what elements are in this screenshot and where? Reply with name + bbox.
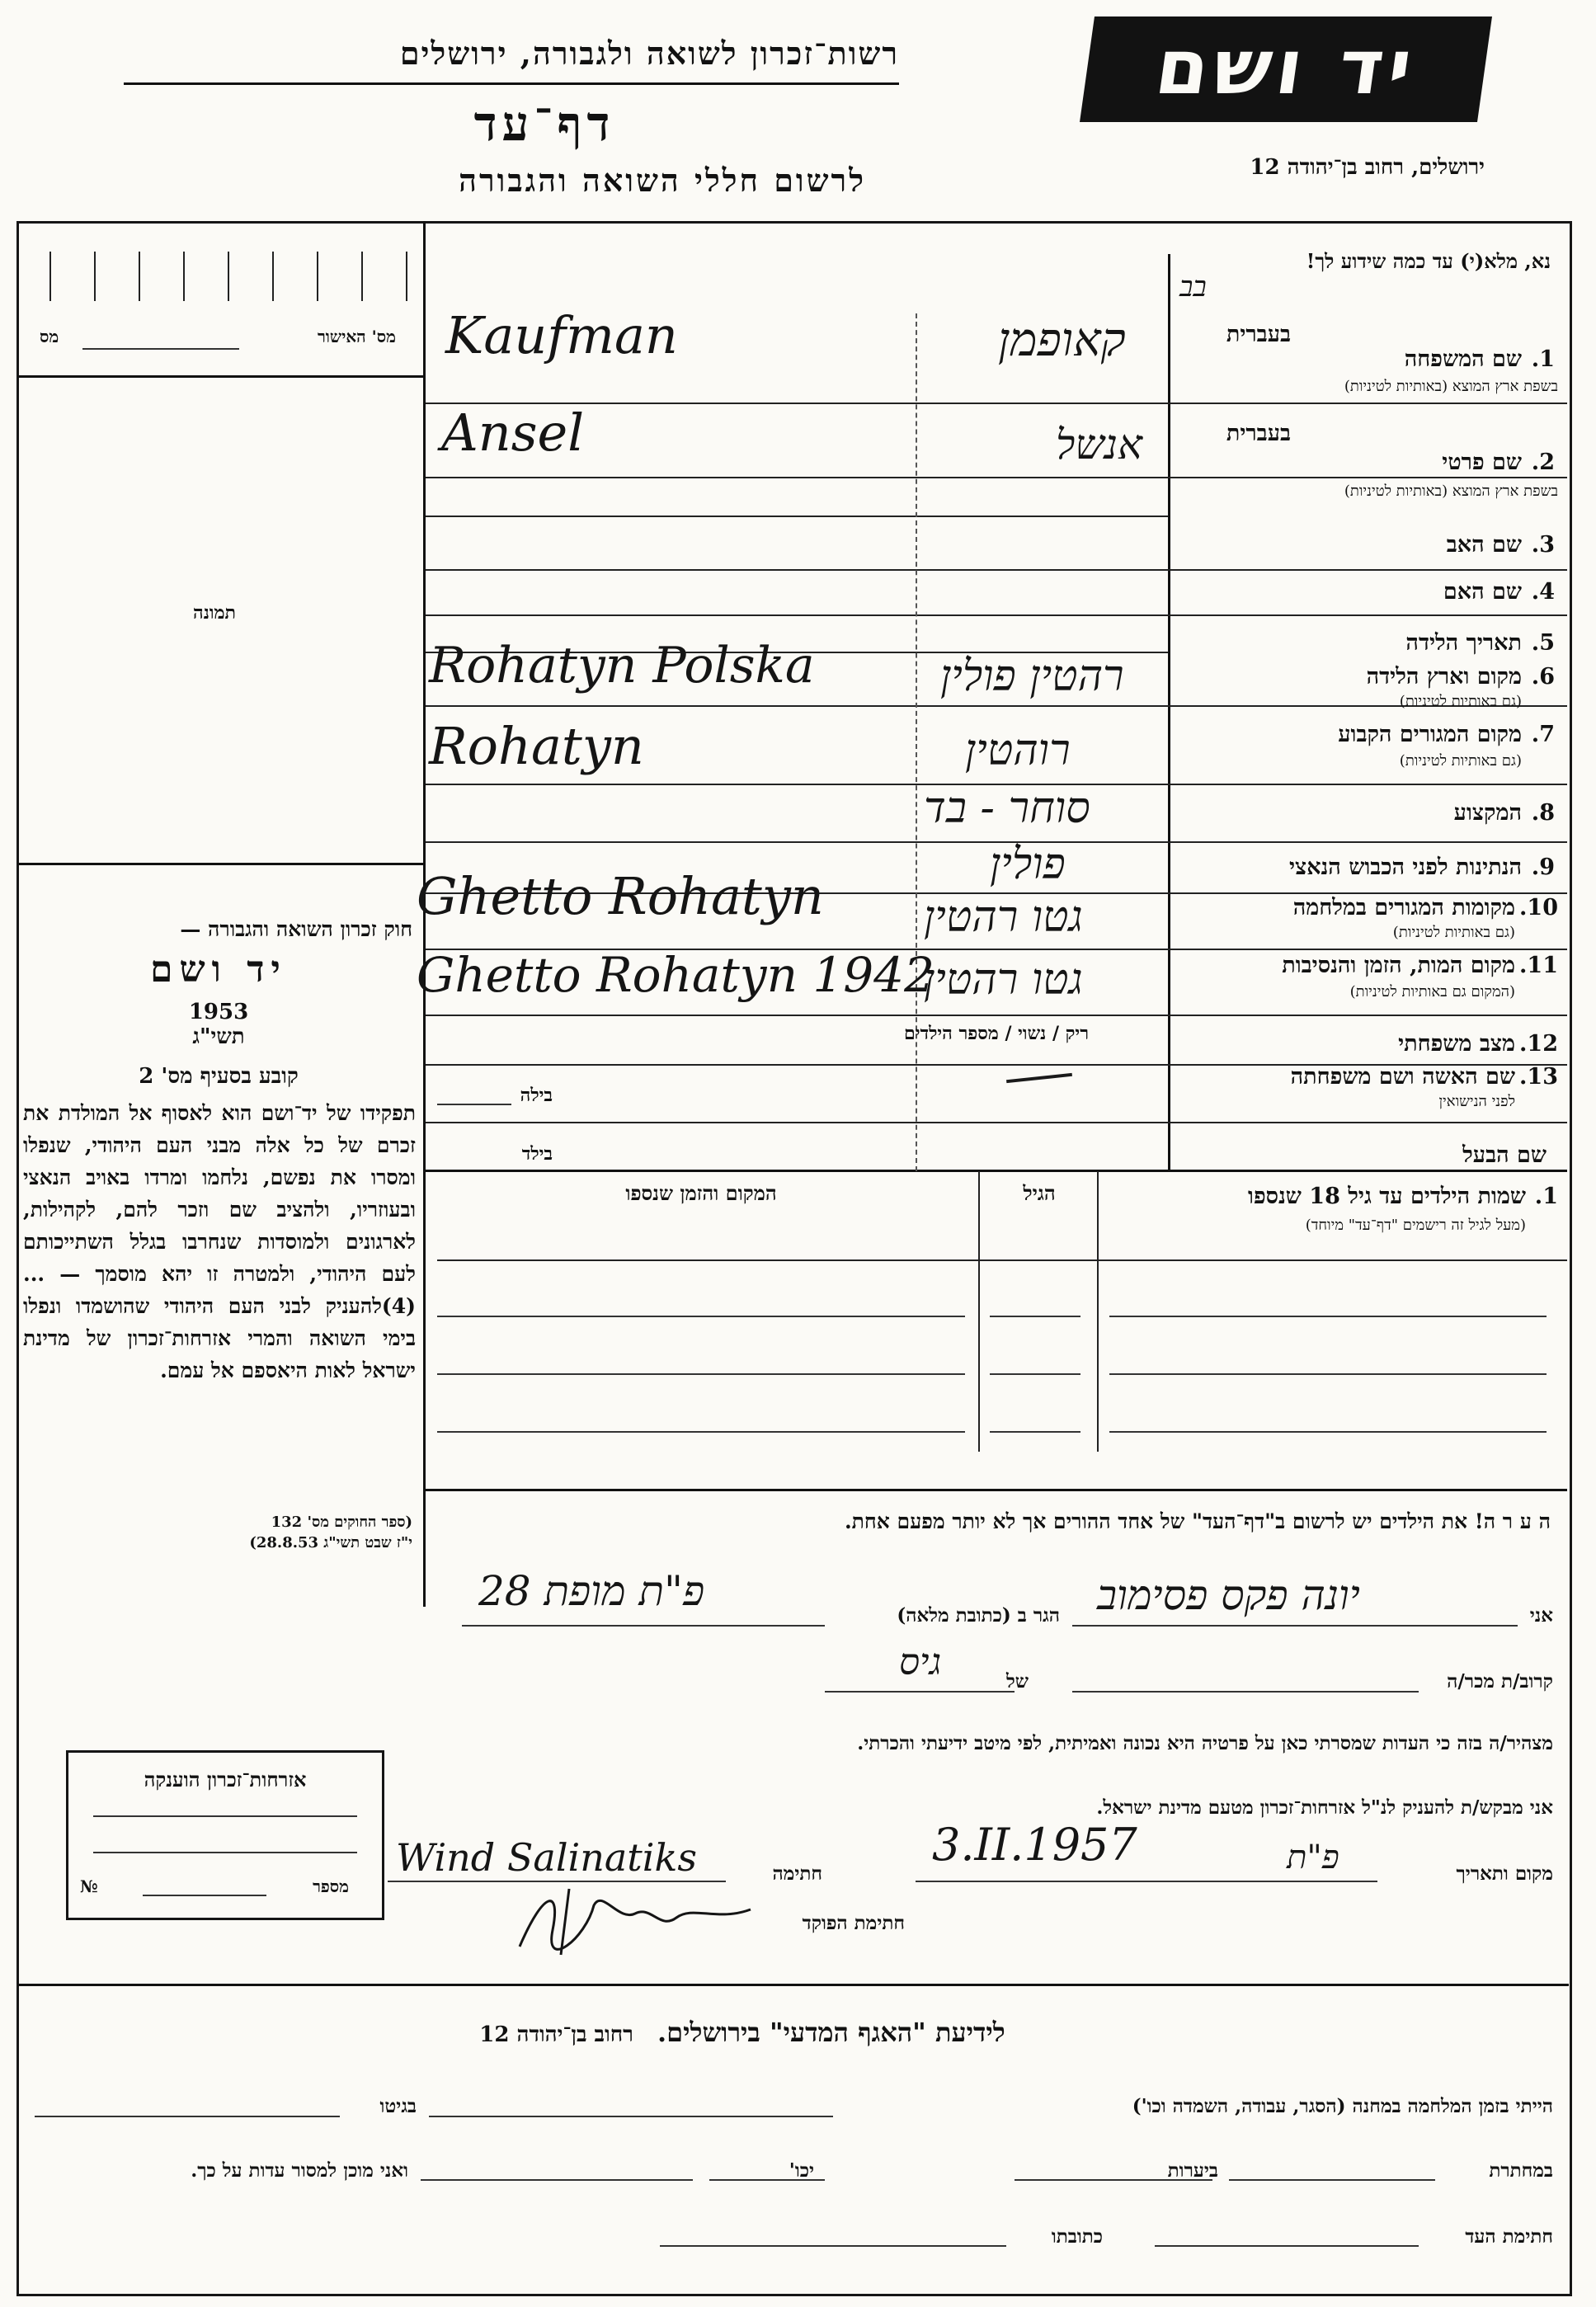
field-1-latin: Kaufman [445,305,678,365]
born-label: בילה [520,1085,553,1106]
footer-line3-a: חתימת העד [1465,2225,1553,2248]
law-ref-2: י"ז שבט תשי"ג 28.8.53) [249,1534,412,1551]
field-11-hebrew: גטו רהטין [924,955,1083,1005]
born-label-2: בילד [521,1143,553,1165]
decl-of-label: של [1005,1670,1029,1693]
children-place-label: המקום והזמן שנספו [625,1181,777,1205]
footer-address: רחוב בן־יהודה 12 [479,2022,633,2047]
institution-title: רשות־זכרון לשואה ולגבורה, ירושלים [399,35,899,72]
field-11-sub: (המקום גם באותיות לטיניות) [1349,983,1515,1000]
law-ref-1: (ספר החוקים מס' 132 [271,1514,412,1531]
field-6-hebrew: רהטין פולין [940,652,1124,701]
form-subtitle: לרשום חללי השואה והגבורה [459,162,866,199]
logo [1080,16,1492,122]
footer-line2-b: ביערות [1167,2159,1218,2182]
top-note-handwriting: בב [1179,271,1207,304]
law-title: חוק זכרון השואה והגבורה — [180,917,412,941]
footer-line1-b: בגיטו [379,2095,417,2117]
field-13-label: שם האשה ושם משפחתה [1290,1064,1515,1090]
in-hebrew-label-1: בעברית [1226,322,1291,347]
footer-line2-a: במחתרת [1489,2159,1553,2182]
field-6-label: מקום וארץ הלידה [1366,664,1522,690]
field-11-latin: Ghetto Rohatyn 1942 [417,947,935,1003]
husband-label: שם הבעל [1462,1142,1547,1168]
field-6-latin: Rohatyn Polska [429,637,815,694]
law-year [25,1000,412,1049]
children-age-label: הגיל [1023,1181,1056,1205]
field-13-num: 13. [1519,1064,1558,1090]
footer-heading [247,2017,1237,2048]
citizenship-title: אזרחות־זכרון הוענקה [144,1768,307,1791]
law-name: יד ושם [150,949,287,991]
field-2-label: שם פרטי [1442,450,1522,475]
decl-relative-label: קרוב/ת מכר/ה [1447,1670,1553,1693]
field-4-num: 4. [1531,579,1555,605]
field-3-num: 3. [1531,532,1555,558]
field-1-label: שם המשפחה [1404,346,1522,372]
field-10-latin: Ghetto Rohatyn [417,866,824,926]
children-num: 1. [1534,1184,1558,1209]
footer-line2-d: ואני מוכן למסור עדות על כך. [191,2159,408,2182]
field-1-num: 1. [1531,346,1555,372]
field-5-num: 5. [1531,630,1555,656]
citizenship-no-mark: № [80,1876,98,1896]
field-6-num: 6. [1531,664,1555,690]
field-13-sub: לפני הנישואין [1438,1093,1515,1110]
field-9-label: הנתינות לפני הכבוש הנאצי [1288,855,1522,880]
decl-address-handwriting: פ"ת מופת 28 [478,1567,705,1615]
marital-options: ריק / נשוי / מספר הילדים [904,1023,1089,1044]
field-7-num: 7. [1531,722,1555,747]
footer-line2-c: יכו' [789,2159,814,2182]
decl-request-text: אני מבקש/ת להעניק לנ"ל אזרחות־זכרון מטעם מדינת ישראל. [1096,1796,1553,1819]
children-header-sub: (מעל לגיל זה רישמים "דף־עד" מיוחד) [1305,1217,1526,1234]
law-text: תפקידו של יד־ושם הוא לאסוף אל המולדת את זכרם של כל אלה מבני העם היהודי, שנפלו ומסרו את נפשם, נלחמו ומרדו באויב הנאצי ובעוזריו, ולהציב שם וזכר להם, לקהילות, לארגונים ולמוסדות שנחרבו בגלל השתייכותם לעם היהודי, ולמטרה זו יהא מוסמך — ...(4)להעניק לבני העם היהודי שהושמדו ונפלו בימי השואה והמרי אזרחות־זכרון של מדינת ישראל לאות היאספם אל עמם. [23,1101,416,1382]
decl-relation-handwriting: גיס [899,1641,942,1683]
law-clause: קובע בסעיף מס' 2 [139,1064,299,1089]
photo-label: תמונה [193,602,236,624]
field-1-hebrew: קאופמן [998,313,1126,367]
approval-label: מס' האישור [317,327,396,346]
field-11-num: 11. [1519,953,1558,978]
field-7-label: מקום המגורים הקבוע [1338,722,1522,747]
field-8-hebrew: סוחר - בד [924,784,1090,833]
decl-i-label: אני [1529,1604,1553,1627]
decl-declare-text: מצהיר/ה בזה כי העדות שמסרתי כאן על פרטיה היא נכונה ואמיתית, לפי מיטב ידיעתי והכרתי. [857,1732,1553,1754]
law-year-hebrew: תשי"ג [192,1024,245,1049]
field-12-label: מצב משפחתי [1398,1031,1515,1057]
field-11-label: מקום המות, הזמן והנסיבות [1282,953,1515,978]
top-note: נא, מלא(י) עד כמה שידוע לך! [1306,249,1551,273]
field-2-sub: בשפת ארץ המוצא (באותיות לטיניות) [1344,483,1558,500]
approval-no-mark: מס [40,327,59,346]
field-7-latin: Rohatyn [429,716,644,776]
field-7-hebrew: רוהטין [965,726,1071,775]
field-10-hebrew: גטו רהטין [924,892,1083,942]
field-8-label: המקצוע [1453,800,1522,826]
field-9-num: 9. [1531,855,1555,880]
field-2-hebrew: אנשל [1056,421,1143,468]
decl-resident-label: הגר ב (כתובת מלאה) [897,1604,1060,1627]
children-note: ה ע ר ה! את הילדים יש לרשום ב"דף־העד" של אחד ההורים אך לא יותר מפעם אחת. [844,1509,1551,1533]
decl-signature-label: חתימה [772,1862,822,1885]
field-2-num: 2. [1531,450,1555,475]
field-5-label: תאריך הלידה [1405,630,1522,656]
field-10-label: מקומות המגורים במלחמה [1292,895,1515,920]
field-9-hebrew: פולין [990,840,1066,889]
citizenship-box [66,1750,384,1920]
decl-place-date-label: מקום ותאריך [1456,1862,1553,1885]
children-header: שמות הילדים עד גיל 18 שנספו [1248,1184,1526,1209]
decl-recorder-label: חתימת הפוקד [802,1912,905,1934]
field-6-sub: (גם באותיות לטיניות) [1399,693,1522,710]
field-1-sub: בשפת ארץ המוצא (באותיות לטיניות) [1344,378,1558,395]
citizenship-no-label: מספר [313,1876,349,1896]
field-2-latin: Ansel [441,403,585,463]
recorder-signature [511,1872,775,1963]
field-8-num: 8. [1531,800,1555,826]
decl-place-handwriting: פ"ת [1287,1839,1339,1876]
ruler-ticks [49,252,404,301]
footer-title: לידיעת "האגף המדעי" בירושלים. [657,2017,1005,2048]
field-4-label: שם האם [1443,579,1522,605]
footer-line1-a: הייתי בזמן המלחמה במחנה (הסגר, עבודה, השמדה וכו') [1132,2095,1553,2117]
field-12-num: 12. [1519,1031,1558,1057]
form-title: דף־עד [473,96,615,152]
footer-line3-b: כתובתו [1051,2225,1103,2248]
decl-i-handwriting: יונה פקס פסימוב [1097,1571,1360,1619]
field-10-sub: (גם באותיות לטיניות) [1392,924,1515,941]
decl-date-handwriting: 3.II.1957 [932,1819,1137,1871]
field-3-label: שם האב [1446,532,1522,558]
header-address: ירושלים, רחוב בן־יהודה 12 [1250,155,1485,180]
in-hebrew-label-2: בעברית [1226,421,1291,446]
logo-text: יד ושם [1150,23,1423,111]
field-10-num: 10. [1519,895,1558,920]
decl-signature-handwriting: Wind Salinatiks [396,1835,697,1880]
law-year-number: 1953 [188,1000,249,1024]
field-7-sub: (גם באותיות לטיניות) [1399,752,1522,770]
